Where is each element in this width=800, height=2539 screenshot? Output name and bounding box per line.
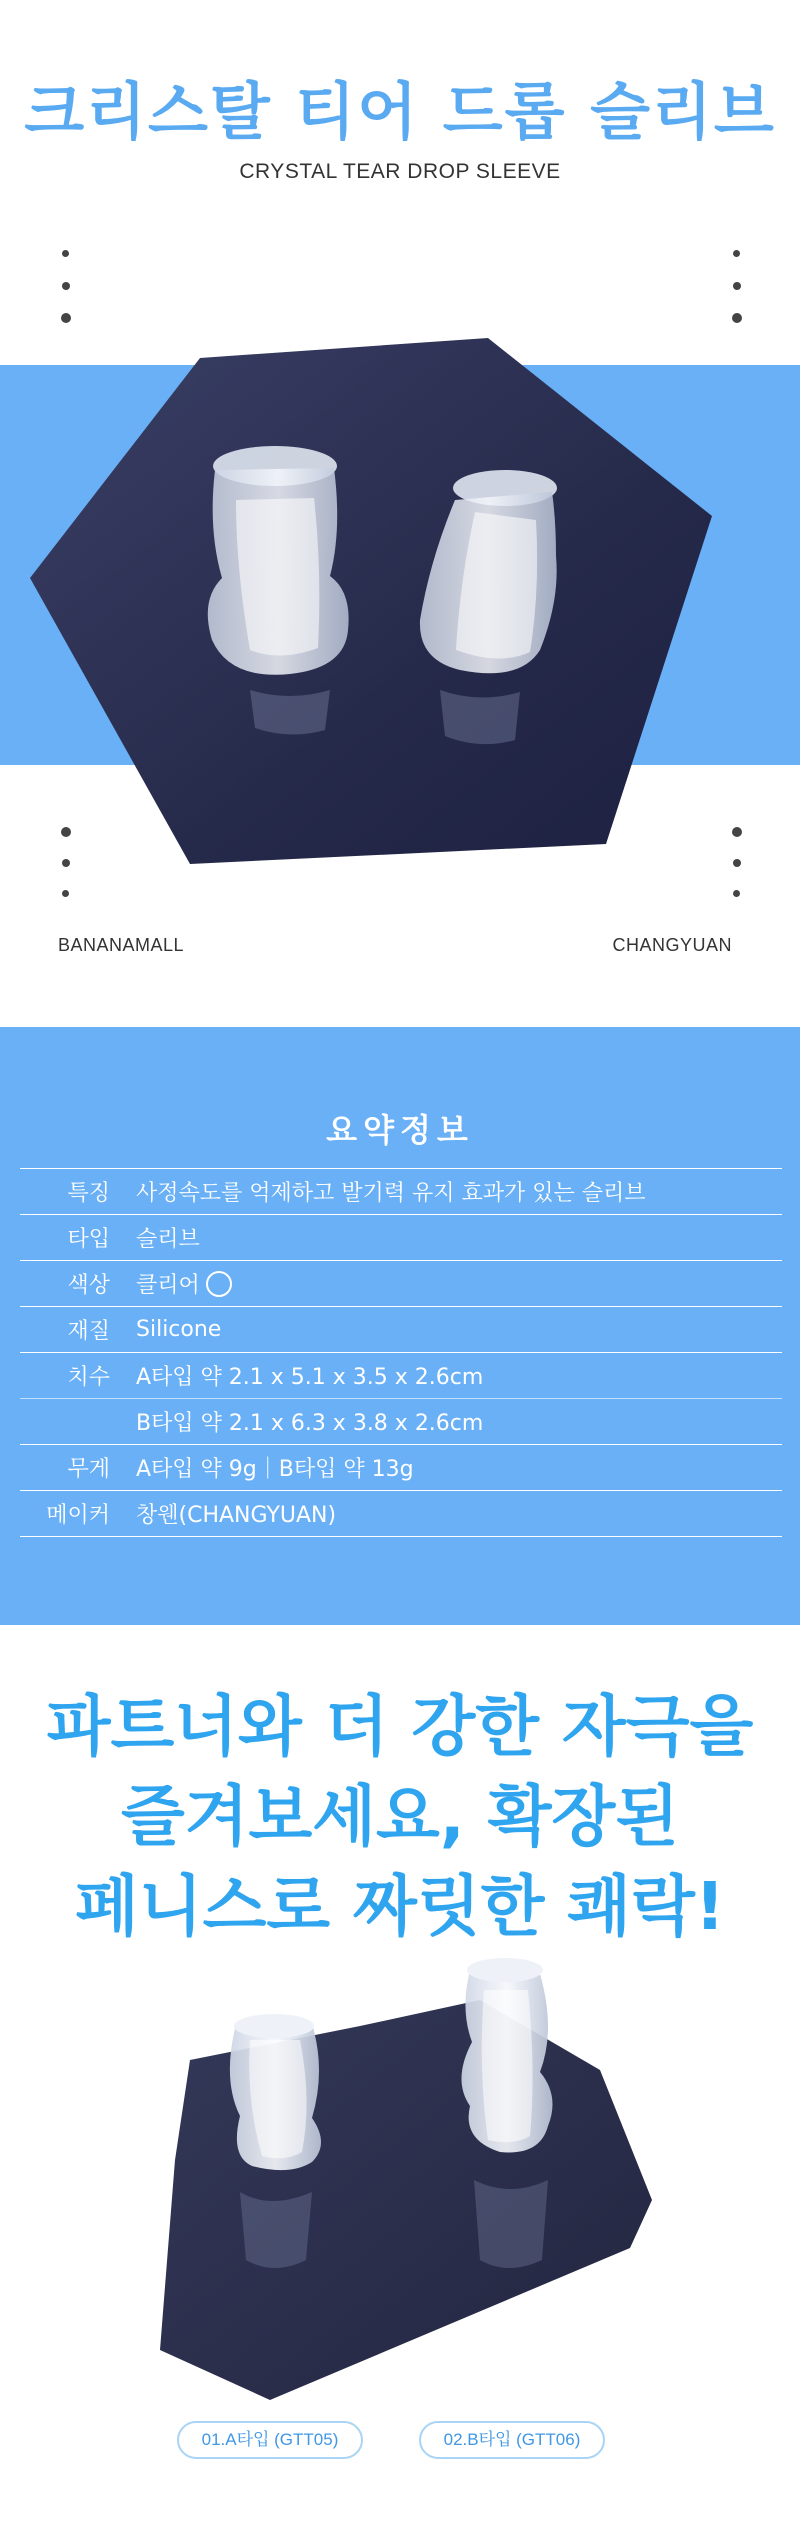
decor-dot [62,282,70,290]
spec-value: 클리어 [136,1273,200,1298]
spec-row-material [20,1307,782,1353]
spec-row-size-a [20,1353,782,1399]
spec-value-color [136,1268,782,1299]
decor-dot [62,859,70,867]
spec-table [20,1168,782,1537]
summary-title: 요약정보 [326,1111,474,1149]
spec-label: 재질 [67,1319,110,1344]
spec-row-feature [20,1169,782,1215]
decor-dot [733,890,740,897]
decor-dot [62,890,69,897]
spec-label: 무게 [67,1457,110,1482]
brand-bananamall: BANANAMALL [58,935,185,955]
variant-b-label: 02.B타입 (GTT06) [419,2421,605,2459]
spec-label: 타입 [67,1227,110,1252]
spec-label: 특징 [67,1181,110,1206]
variant-a-label: 01.A타입 (GTT05) [177,2421,363,2459]
spec-row-color [20,1261,782,1307]
decor-dot [733,250,740,257]
hero-product-photo [0,330,800,870]
spec-row-maker [20,1491,782,1537]
spec-row-weight [20,1445,782,1491]
spec-row-size-b [20,1399,782,1445]
decor-dot [732,313,742,323]
brand-changyuan: CHANGYUAN [612,935,732,955]
decor-dot [61,313,71,323]
decor-dot [733,282,741,290]
spec-value: 슬리브 [136,1227,200,1252]
variants-product-photo [0,1930,800,2430]
decor-dot [61,827,71,837]
headline-line-3: 페니스로 짜릿한 쾌락! [75,1868,725,1945]
spec-label: 메이커 [46,1503,110,1528]
decor-dot [733,859,741,867]
circle-icon [206,1271,232,1297]
decor-dot [732,827,742,837]
headline-line-2: 즐겨보세요, 확장된 [120,1778,680,1855]
product-title: 크리스탈 티어 드롭 슬리브 [24,75,776,148]
spec-value: B타입 약 2.1 x 6.3 x 3.8 x 2.6cm [136,1411,484,1436]
spec-value: A타입 약 9g｜B타입 약 13g [136,1457,414,1482]
spec-label: 치수 [67,1365,110,1390]
spec-row-type [20,1215,782,1261]
spec-value: 사정속도를 억제하고 발기력 유지 효과가 있는 슬리브 [136,1181,646,1206]
product-subtitle: CRYSTAL TEAR DROP SLEEVE [239,160,561,183]
spec-label: 색상 [67,1273,110,1298]
spec-value: 창웬(CHANGYUAN) [136,1503,337,1528]
spec-value: Silicone [136,1317,222,1342]
headline-line-1: 파트너와 더 강한 자극을 [46,1688,754,1765]
decor-dot [62,250,69,257]
spec-value: A타입 약 2.1 x 5.1 x 3.5 x 2.6cm [136,1365,484,1390]
marketing-headline [0,1682,800,1952]
